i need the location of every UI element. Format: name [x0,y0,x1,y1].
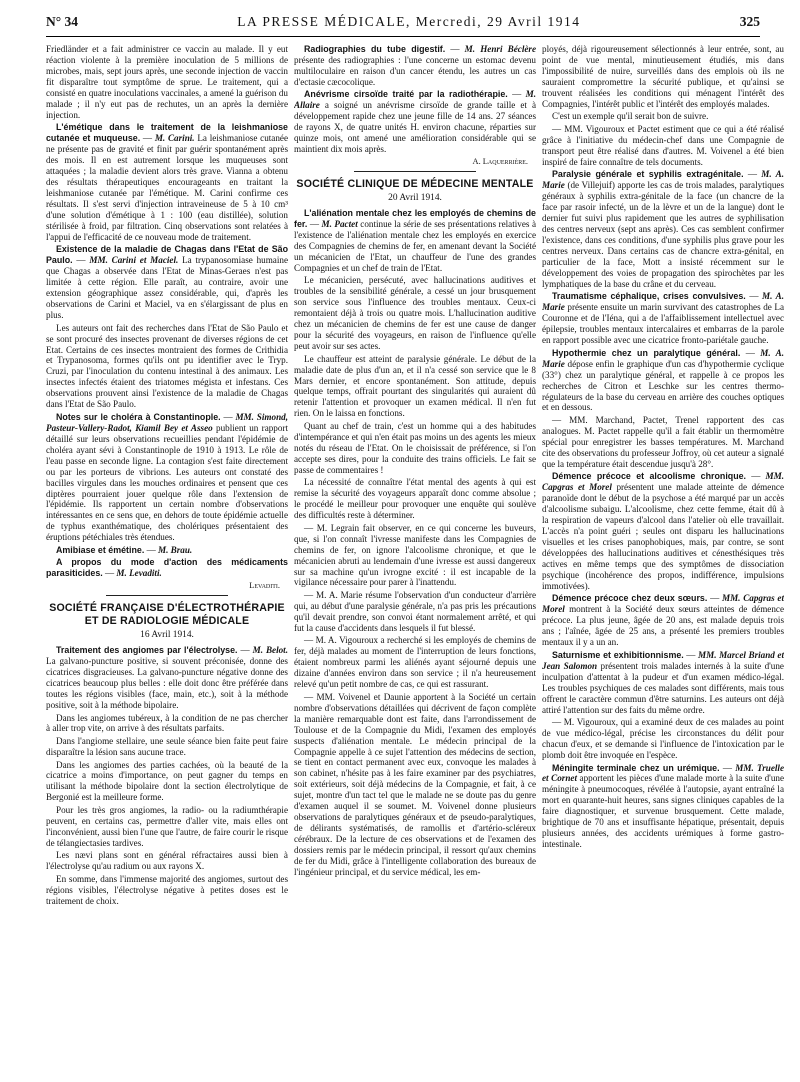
column-2 [294,44,536,1074]
article-saturnisme: Saturnisme et exhibitionnisme. — MM. Marcel Briand et Jean Salomon présentent trois malades internés à la suite d'une inculpation d'attentat à la pudeur et d'un examen médico-légal. Les troubles psychiques de ces malades sont différents, mais tous offrent le caractère commun d'être saturnins. Les auteurs ont déjà attiré l'attention sur des faits du même ordre. [542,649,784,715]
article-traumatisme: Traumatisme céphalique, crises convulsives. — M. A. Marie présente ensuite un marin survivant des catastrophes de La Couronne et de l'Iéna, qui a de l'affaiblissement intellectuel avec épilepsie, troubles mentaux intercalaires et embarras de la parole en rapport possible avec une cicatrice fronto-pariétale gauche. [542,291,784,346]
article-author: M. Henri Béclère [464,44,536,54]
article-title: Paralysie générale et syphilis extragénitale. [552,169,744,180]
article-text: présente des radiographies : l'une concerne un estomac devenu multiloculaire en raison d'un cancer étendu, les autres un cas d'ectasie cæcocolique. [294,54,536,87]
article-radiographies: Radiographies du tube digestif. — M. Henri Béclère présente des radiographies : l'une concerne un estomac devenu multiloculaire en raison d'un cancer étendu, les autres un cas d'ectasie cæcocolique. [294,44,536,87]
paragraph: En somme, dans l'immense majorité des angiomes, surtout des régions visibles, l'électrolyse négative à petites doses est le traitement de choix. [46,873,288,906]
article-text: présentent trois malades internés à la suite d'une inculpation d'attentat à la pudeur et d'un examen médico-légal. Les troubles psychiques de ces malades sont différents, mais tous offrent le caractère commun d'être saturnins. Les auteurs ont déjà attiré l'attention sur des faits du même ordre. [542,660,784,715]
article-leishmaniose: L'émétique dans le traitement de la leishmaniose cutanée et muqueuse. — M. Carini. La leishmaniose cutanée ne présente pas de gravité et finit par guérir spontanément après des mois. Il en est autrement lorsque les muqueuses sont attaquées ; la maladie devient alors très grave. Vianna a obtenu des résultats thérapeutiques encourageants en traitant la leishmaniose cutanée par l'émétique. M. Carini confirme ces résultats. Il s'est servi d'injection intraveineuse de 5 à 10 cm³ d'une solution d'émétique à 1 : 100 (eau distillée), solution stérilisée à froid, par filtration. Cinq observations sont relatées à l'appui de l'efficacité de ce nouveau mode de traitement. [46,122,288,242]
journal-title: LA PRESSE MÉDICALE, Mercredi, 29 Avril 1914 [237,14,581,29]
article-title: Anévrisme cirsoïde traité par la radiothérapie. [304,89,508,100]
article-demence-alcoolisme: Démence précoce et alcoolisme chronique. — MM. Capgras et Morel présentent une malade atteinte de démence paranoïde dont le début de la psychose a été marqué par un accès d'alcoolisme subaigu. L'alcoolisme, chez cette femme, était dû à la respiration de vapeurs d'alcool dans l'atelier où elle travaillait. L'accès n'a point guéri ; seules ont disparu les hallucinations visuelles et les crises panophobiques, mais, par contre, se sont développées des hallucinations auditives et cénesthésiques très actives en même temps que des symptômes de dissociation psychique (incohérence des propos, indifférence, impulsions immotivées). [542,471,784,591]
article-text: La leishmaniose cutanée ne présente pas de gravité et finit par guérir spontanément après des mois. Il en est autrement lorsque les muqueuses sont attaquées ; la maladie devient alors très grave. Vianna a obtenu des résultats thérapeutiques encourageants en traitant la leishmaniose cutanée par l'émétique. M. Carini confirme ces résultats. Il s'est servi d'injection intraveineuse de 5 à 10 cm³ d'une solution d'émétique à 1 : 100 (eau distillée), solution stérilisée à froid, par filtration. Cinq observations sont relatées à l'appui de l'efficacité de ce nouveau mode de traitement. [46,133,288,242]
paragraph: — MM. Voivenel et Daunie apportent à la Société un certain nombre d'observations détaillées qui décrivent de façon complète la manière remarquable dont est faite, dans l'arrondissement de Toulouse et de la Compagnie du Midi, l'examen des employés suspects d'aliénation mentale. Le médecin principal de la Compagnie appelle à ce sujet l'attention des médecins de section, se tient en contact permanent avec eux, convoque les malades à son cabinet, n'hésite pas à les faire examiner par des psychiatres, soit extérieurs, soit déjà médecins de la Compagnie, et fait, à ce sujet, montre d'un tact tel que le malade ne se doute pas du genre d'examen auquel il se soumet. M. Voivenel donne plusieurs observations de paralytiques généraux et de pseudo-paralytiques, de délirants systématisés, de ramollis et d'artério-scléreux cérébraux. De la lecture de ces observations et de l'examen des dossiers remis par le médecin principal, il ressort qu'aux chemins de fer du Midi, grâce à l'intelligente collaboration des bureaux de l'ingénieur principal, et du service médical, les em- [294,691,536,878]
article-title: Saturnisme et exhibitionnisme. [552,649,684,660]
article-angiomes: Traitement des angiomes par l'électrolyse. — M. Belot. La galvano-puncture positive, si souvent préconisée, donne des cicatrices disgracieuses. La galvano-puncture négative donne des cicatrices beaucoup plus belles : elle doit donc être préférée dans toutes les régions visibles (face, main, etc.), soit à la méthode positive, soit à la méthode bipolaire. [46,645,288,710]
article-cholera: Notes sur le choléra à Constantinople. — MM. Simond, Pasteur-Vallery-Radot, Kiamil Bey et Asseo publient un rapport détaillé sur leurs observations recueillies pendant l'épidémie de choléra ayant sévi à Constantinople de 1910 à 1913. Le rôle de l'eau passe en seconde ligne. La contagion s'est faite directement ou par les porteurs de vibrions. Les auteurs ont constaté des bacilles virgules dans les mouches ordinaires et pensent que ces diptères pourraient jouer quelque rôle dans l'extension de l'épidémie. Ils rapportent un certain nombre d'observations intéressantes en ce sens que, en dehors de toute épidémie actuelle de typhus exanthématique, des cholériques présentaient des éruptions pétéchiales très étendues. [46,411,288,543]
column-1 [46,44,288,1074]
article-title: Traitement des angiomes par l'électrolyse. [56,645,238,656]
article-author: M. Pactet [321,218,358,229]
paragraph: Le mécanicien, persécuté, avec hallucinations auditives et troubles de la sensibilité générale, a cessé un jour brusquement son service sous l'influence des troubles mentaux. Ceux-ci remontaient déjà à trois ou quatre mois. L'hallucination auditive chez un mécanicien de chemins de fer est une cause de danger pour la sécurité des voyageurs, en raison de l'influence qu'elle peut avoir sur ses actes. [294,275,536,352]
article-amibiase: Amibiase et émétine. — M. Brau. [56,544,193,555]
article-text: présentent une malade atteinte de démence paranoïde dont le début de la psychose a été marqué par un accès d'alcoolisme subaigu. L'alcoolisme, chez cette femme, était dû à la respiration de vapeurs d'alcool dans l'atelier où elle travaillait. L'accès n'a point guéri ; seules ont disparu les hallucinations visuelles et les crises panophobiques, mais, par contre, se sont développées des hallucinations auditives et cénesthésiques très actives en même temps que des symptômes de dissociation psychique (incohérence des propos, indifférence, impulsions immotivées). [542,482,784,591]
article-title: Démence précoce chez deux sœurs. [552,593,708,604]
article-meningite: Méningite terminale chez un urémique. — MM. Truelle et Cornet apportent les pièces d'une malade morte à la suite d'une méningite à pneumocoques, révélée à l'autopsie, ayant entraîné la mort en quarante-huit heures, sans signes cliniques capables de la faire diagnostiquer, et survenue brusquement. Cette malade, brightique de 70 ans et insuffisante hépatique, présentait, depuis plusieurs années, des accidents urémiques à forme gastro-intestinale. [542,762,784,850]
signature: A. Laquerrière. [472,157,528,167]
issue-number: N° 34 [46,14,79,29]
paragraph: ployés, déjà rigoureusement sélectionnés à leur entrée, sont, au point de vue mental, minutieusement étudiés, mis dans l'impossibilité de nuire, surveillés dans des emplois où ils ne sauraient compromettre la sécurité publique, et qu'ainsi se trouvent réalisées les conditions qui ménagent l'intérêt des Compagnies, l'intérêt public et l'intérêt des employés malades. [542,44,784,109]
article-title: Radiographies du tube digestif. [304,44,446,54]
article-author: M. Carini. [154,133,195,144]
section-title [46,602,288,628]
article-author: M. Brau. [157,544,193,555]
article-alienation: L'aliénation mentale chez les employés de chemins de fer. — M. Pactet continue la série de ses présentations relatives à l'existence de l'aliénation mentale chez les employés en exercice des Compagnies de chemins de fer, en amenant devant la Société un mécanicien de l'Etat, un chauffeur de l'une des grandes Compagnies et un chef de train de l'Etat. [294,208,536,273]
paragraph: Dans l'angiome stellaire, une seule séance bien faite peut faire disparaître la lésion sans aucune trace. [46,736,288,757]
article-title: L'émétique dans le traitement de la leishmaniose cutanée et muqueuse. [46,122,288,144]
section-date: 20 Avril 1914. [388,193,442,204]
section-title-line-2: ET DE RADIOLOGIE MÉDICALE [84,615,250,628]
paragraph: — MM. Vigouroux et Pactet estiment que ce qui a été réalisé grâce à l'initiative du médecin-chef dans une Compagnie de transport peut être réalisé dans d'autres. M. Voivenel a été bien inspiré de faire connaître de tels documents. [542,123,784,167]
paragraph: — M. Vigouroux, qui a examiné deux de ces malades au point de vue médico-légal, précise les circonstances du délit pour chacun d'eux, et se demande si l'influence de l'intoxication par le plomb doit être invoquée en l'espèce. [542,717,784,760]
article-author: MM. Truelle et Cornet [542,762,784,784]
page-number: 325 [739,14,760,29]
article-chagas: Existence de la maladie de Chagas dans l'Etat de São Paulo. — MM. Carini et Maciel. La trypanosomiase humaine que Chagas a observée dans l'Etat de Minas-Geraes n'est pas limitée à cette région. Elle paraît, au contraire, avoir une extension géographique assez considérable, qui, d'après les observations de Carini et Maciel, va en s'élargissant de plus en plus. [46,244,288,321]
article-author: MM. Carini et Maciel. [89,255,179,266]
paragraph: La nécessité de connaître l'état mental des agents à qui est remise la sécurité des voyageurs apparaît donc comme absolue ; le procédé le meilleur pour provoquer une enquête qui soulève des difficultés reste à déterminer. [294,477,536,521]
article-text: continue la série de ses présentations relatives à l'existence de l'aliénation mentale chez les employés en exercice des Compagnies de chemins de fer, en amenant devant la Société un mécanicien de l'Etat, un chauffeur de l'une des grandes Compagnies et un chef de train de l'Etat. [294,218,536,273]
article-text: dépose enfin le graphique d'un cas d'hypothermie cyclique (33°) chez un paralytique général, et rappelle à ce propos les recherches de Citron et Leschke sur les centres thermo-régulateurs de la base du cerveau en arrière des couches optiques et en dessous. [542,358,784,413]
header-rule [46,36,760,37]
article-author: M. Belot. [252,645,288,656]
section-date: 16 Avril 1914. [140,630,194,641]
article-text: La trypanosomiase humaine que Chagas a observée dans l'Etat de Minas-Geraes n'est pas limitée à cette région. Elle paraît, au contraire, avoir une extension géographique assez considérable, qui, d'après les observations de Carini et Maciel, va en s'élargissant de plus en plus. [46,255,288,321]
article-title: A propos du mode d'action des médicaments parasiticides. [46,557,288,579]
article-author: MM. Capgras et Morel [542,593,784,615]
paragraph: Pour les très gros angiomes, la radio- ou la radiumthérapie peuvent, en certains cas, permettre d'aller vite, mais elles ont l'inconvénient, aussi bien l'une que l'autre, de faire courir le risque de télangiectasies tardives. [46,804,288,848]
column-3 [542,44,784,1074]
article-author: M. Allaire [294,89,536,111]
article-author: M. A. Marie [542,169,784,191]
article-title: Traumatisme céphalique, crises convulsives. [552,291,746,302]
paragraph: Les nævi plans sont en général réfractaires aussi bien à l'électrolyse qu'au radium ou aux rayons X. [46,850,288,872]
paragraph: — M. A. Marie résume l'observation d'un conducteur d'arrière qui, au début d'une paralysie générale, n'a pas pris les précautions qu'il devait prendre, son convoi étant normalement arrêté, et qui fut la cause d'accidents dans lesquels il fut blessé. [294,590,536,633]
article-text: présente ensuite un marin survivant des catastrophes de La Couronne et de l'Iéna, qui a de l'affaiblissement intellectuel avec épilepsie, troubles mentaux intercalaires et embarras de la parole en rapport possible avec une cicatrice fronto-pariétale gauche. [542,302,784,346]
article-title: L'aliénation mentale chez les employés de chemins de fer. [294,208,536,229]
article-text: La galvano-puncture positive, si souvent préconisée, donne des cicatrices disgracieuses. La galvano-puncture négative donne des cicatrices beaucoup plus belles : elle doit donc être préférée dans toutes les régions visibles (face, main, etc.), soit à la méthode positive, soit à la méthode bipolaire. [46,656,288,710]
article-parasiticides: A propos du mode d'action des médicaments parasiticides. — M. Levaditi. [46,557,288,579]
paragraph: Quant au chef de train, c'est un homme qui a des habitudes d'intempérance et qui n'en était pas moins un des agents les mieux notés du réseau de l'Etat. On le choisissait de préférence, si l'on accepte ses dires, pour la conduite des trains officiels. Le fait se passe de commentaires ! [294,420,536,475]
article-text: montrent à la Société deux sœurs atteintes de démence précoce. La plus jeune, âgée de 20 ans, est malade depuis trois ans ; l'aînée, âgée de 25 ans, a présenté les premiers troubles mentaux il y a un an. [542,604,784,648]
paragraph: — MM. Marchand, Pactet, Trenel rapportent des cas analogues. M. Pactet rappelle qu'il a fait établir un thermomètre spécial pour enregistrer les basses températures. M. Marchand cite des observations du professeur Joffroy, où cet auteur a signalé que la température était descendue jusqu'à 28°. [542,415,784,469]
article-author: MM. Capgras et Morel [542,471,784,493]
article-demence-soeurs: Démence précoce chez deux sœurs. — MM. Capgras et Morel montrent à la Société deux sœurs atteintes de démence précoce. La plus jeune, âgée de 20 ans, est malade depuis trois ans ; l'aînée, âgée de 25 ans, a présenté les premiers troubles mentaux il y a un an. [542,593,784,648]
paragraph: — M. Legrain fait observer, en ce qui concerne les buveurs, que, si l'on connaît l'ivresse manifeste dans les Compagnies de chemins de fer, on ignore l'alcoolisme chronique, et que le mécanicien abruti au lendemain d'une ivresse est aussi dangereux sur sa machine qu'un ivrogne excité : il est incapable de la vigilance nécessaire pour parer à l'inattendu. [294,522,536,588]
paragraph: Dans les angiomes des parties cachées, où la beauté de la cicatrice a moins d'importance, on peut gagner du temps en utilisant la méthode bipolaire dont la section électrolytique de Bergonié est la meilleure forme. [46,759,288,803]
paragraph: Les auteurs ont fait des recherches dans l'Etat de São Paulo et se sont procuré des insectes provenant de diverses régions de cet Etat. Certains de ces insectes montraient des formes de Crithidia et Trypanosoma, formes qu'ils ont pu identifier avec le Tryp. Cruzi, par l'inoculation du contenu intestinal à des animaux. Les insectes infectés étaient des triatomes mégista et infestans. Ces observations prouvent ainsi l'existence de la maladie de Chagas dans l'Etat de São Paulo. [46,322,288,410]
article-anevrisme: Anévrisme cirsoïde traité par la radiothérapie. — M. Allaire a soigné un anévrisme cirsoïde de grande taille et à développement rapide chez une jeune fille de 14 ans. 27 séances de rayons X, de quatre unités H. environ chacune, réparties sur quinze mois, ont amené une amélioration considérable qui se maintient dix mois après. [294,89,536,155]
article-paralysie-syphilis: Paralysie générale et syphilis extragénitale. — M. A. Marie (de Villejuif) apporte les cas de trois malades, paralytiques généraux à syphilis extra-génitale de la face (un chancre de la face par rasoir infecté, un de la lèvre et un de la langue) dont le dernier fut suivi plus rapidement que les autres de syphilisation des centres nerveux (sept ans après). Ces cas semblent confirmer l'existence, dans ces conditions, d'une syphilis plus grave pour les centres nerveux. Dans certains cas de chancre extra-génital, en particulier de la face, Mott a insisté récemment sur le développement des voies de propagation des spirochètes par les lymphatiques de la base du crâne et du cerveau. [542,169,784,289]
section-rule [354,171,476,172]
article-text: (de Villejuif) apporte les cas de trois malades, paralytiques généraux à syphilis extra-génitale de la face (un chancre de la face par rasoir infecté, un de la lèvre et un de la langue) dont le dernier fut suivi plus rapidement que les autres de syphilisation des centres nerveux (sept ans après). Ces cas semblent confirmer l'existence, dans ces conditions, d'une syphilis plus grave pour les centres nerveux. Dans certains cas de chancre extra-génital, en particulier de la face, Mott a insisté récemment sur le développement des voies de propagation des spirochètes par les lymphatiques de la base du crâne et du cerveau. [542,180,784,289]
page-header [46,14,760,34]
paragraph: Le chauffeur est atteint de paralysie générale. Le début de la maladie date de plus d'un an, et il n'a cessé son service que le 8 Mars dernier, et encore spontanément. Son attitude, depuis quelque temps, offrait pourtant des singularités qui auraient dû retenir l'attention et provoquer un examen médical. Il n'en fut rien. On le laissa en fonctions. [294,353,536,419]
article-title: Méningite terminale chez un urémique. [552,762,720,773]
section-title: SOCIÉTÉ CLINIQUE DE MÉDECINE MENTALE [296,178,534,191]
article-hypothermie: Hypothermie chez un paralytique général. — M. A. Marie dépose enfin le graphique d'un cas d'hypothermie cyclique (33°) chez un paralytique général, et rappelle à ce propos les recherches de Citron et Leschke sur les centres thermo-régulateurs de la base du cerveau en arrière des couches optiques et en dessous. [542,347,784,413]
article-text: publient un rapport détaillé sur leurs observations recueillies pendant l'épidémie de choléra ayant sévi à Constantinople de 1910 à 1913. Le rôle de l'eau passe en seconde ligne. La contagion s'est faite directement ou par les porteurs de vibrions. Les auteurs ont constaté des bacilles virgules dans les mouches ordinaires et pensent que ces diptères pourraient jouer quelque rôle dans l'extension de l'épidémie. Ils rapportent un certain nombre d'observations intéressantes en ce sens que, en dehors de toute épidémie actuelle de typhus exanthématique, des cholériques présentaient des éruptions pétéchiales très étendues. [46,422,288,543]
article-author: MM. Simond, Pasteur-Vallery-Radot, Kiamil Bey et Asseo [46,411,288,433]
article-author: M. Levaditi. [116,568,162,579]
paragraph: — M. A. Vigouroux a recherché si les employés de chemins de fer, déjà malades au moment de l'interruption de leurs fonctions, étaient nombreux parmi les aliénés ayant séjourné depuis une dizaine d'années environ dans son service ; il n'a heureusement relevé qu'un petit nombre de cas, ce qui est rassurant. [294,635,536,690]
article-title: Notes sur le choléra à Constantinople. [56,411,221,422]
article-text: apportent les pièces d'une malade morte à la suite d'une méningite à pneumocoques, révélée à l'autopsie, ayant entraîné la mort en quarante-huit heures, sans signes cliniques capables de la faire diagnostiquer, et survenue brusquement. Cette malade, brightique de 70 ans et insuffisante hépatique, présentait, depuis plusieurs années, des accidents urémiques à forme gastro-intestinale. [542,773,784,850]
section-title-line-1: SOCIÉTÉ FRANÇAISE D'ÉLECTROTHÉRAPIE [49,602,285,615]
section-rule [106,595,228,596]
signature: Levaditi. [249,581,280,591]
article-text: a soigné un anévrisme cirsoïde de grande taille et à développement rapide chez une jeune fille de 14 ans. 27 séances de rayons X, de quatre unités H. environ chacune, réparties sur quinze mois, ont amené une amélioration considérable qui se maintient dix mois après. [294,100,536,155]
article-author: M. A. Marie [542,347,784,369]
paragraph: Friedländer et a fait administrer ce vaccin au malade. Il y eut réaction violente à la première inoculation de 5 millions de microbes, mais, sept jours après, une seconde injection de vaccin fit disparaître tout symptôme de sprue. Le traitement, qui a consisté en quatre inoculations vaccinales, a amené la guérison du malade ; il n'y eut pas de rechutes, un an après la dernière injection. [46,44,288,120]
paragraph: C'est un exemple qu'il serait bon de suivre. [552,111,709,122]
article-title: Amibiase et émétine. [56,544,145,555]
article-title: Démence précoce et alcoolisme chronique. [552,471,747,482]
article-title: Hypothermie chez un paralytique général. [552,347,741,358]
article-title: Existence de la maladie de Chagas dans l'Etat de São Paulo. [46,244,288,266]
article-author: M. A. Marie [542,291,784,313]
paragraph: Dans les angiomes tubéreux, à la condition de ne pas chercher à aller trop vite, on arrive à des résultats parfaits. [46,712,288,734]
article-author: MM. Marcel Briand et Jean Salomon [542,649,784,671]
